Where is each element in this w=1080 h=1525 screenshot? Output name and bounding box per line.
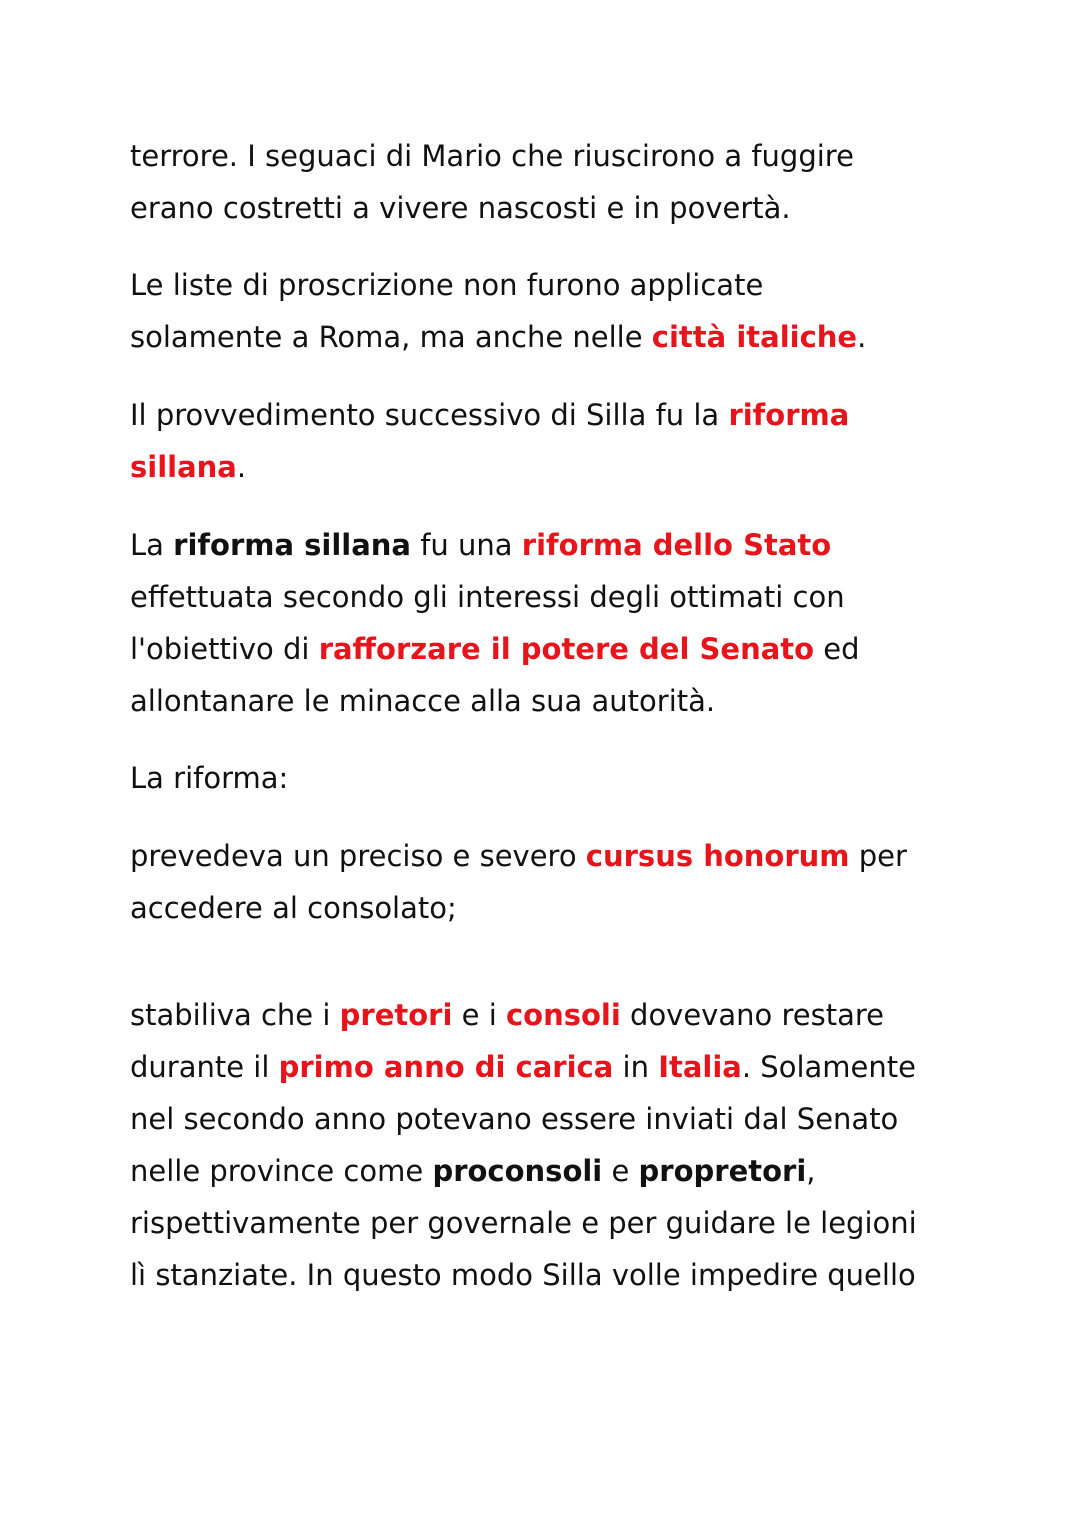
paragraph-5: [130, 752, 970, 804]
text-run: stabiliva che i: [130, 998, 340, 1032]
paragraph-7: [130, 989, 970, 1301]
bold-term: riforma sillana: [173, 528, 411, 562]
text-line: [130, 519, 970, 571]
text-run: fu una: [411, 528, 522, 562]
text-run: in: [613, 1050, 659, 1084]
text-line: [130, 1197, 970, 1249]
text-run: terrore. I seguaci di Mario che riuscirono a fuggire: [130, 139, 854, 173]
text-run: allontanare le minacce alla sua autorità.: [130, 684, 716, 718]
text-line: [130, 1041, 970, 1093]
text-run: rispettivamente per governale e per guidare le legioni: [130, 1206, 917, 1240]
highlighted-term: riforma: [728, 398, 850, 432]
text-line: [130, 259, 970, 311]
text-run: effettuata secondo gli interessi degli ottimati con: [130, 580, 845, 614]
highlighted-term: rafforzare il potere del Senato: [318, 632, 815, 666]
text-line: [130, 130, 970, 182]
text-run: ed: [814, 632, 860, 666]
text-line: [130, 389, 970, 441]
text-line: [130, 1145, 970, 1197]
text-run: solamente a Roma, ma anche nelle: [130, 320, 652, 354]
highlighted-term: pretori: [339, 998, 453, 1032]
highlighted-term: sillana: [130, 450, 237, 484]
highlighted-term: Italia: [658, 1050, 742, 1084]
text-run: prevedeva un preciso e severo: [130, 839, 586, 873]
text-run: per: [849, 839, 907, 873]
highlighted-term: città italiche: [651, 320, 858, 354]
text-run: .: [236, 450, 247, 484]
text-run: Il provvedimento successivo di Silla fu la: [130, 398, 729, 432]
text-run: Le liste di proscrizione non furono applicate: [130, 268, 764, 302]
highlighted-term: cursus honorum: [585, 839, 850, 873]
highlighted-term: primo anno di carica: [278, 1050, 614, 1084]
text-run: l'obiettivo di: [130, 632, 319, 666]
text-line: [130, 675, 970, 727]
paragraph-6: [130, 830, 970, 934]
text-run: accedere al consolato;: [130, 891, 457, 925]
text-run: La riforma:: [130, 761, 289, 795]
text-line: [130, 1249, 970, 1301]
paragraph-4: [130, 519, 970, 727]
bold-term: propretori: [638, 1154, 807, 1188]
bold-term: proconsoli: [432, 1154, 603, 1188]
text-line: [130, 311, 970, 363]
paragraph-3: [130, 389, 970, 493]
text-line: [130, 182, 970, 234]
text-run: lì stanziate. In questo modo Silla volle impedire quello: [130, 1258, 916, 1292]
text-run: . Solamente: [741, 1050, 916, 1084]
paragraph-2: [130, 259, 970, 363]
text-run: .: [857, 320, 867, 354]
text-run: erano costretti a vivere nascosti e in povertà.: [130, 191, 791, 225]
text-run: ,: [806, 1154, 816, 1188]
text-run: dovevano restare: [620, 998, 884, 1032]
highlighted-term: riforma dello Stato: [521, 528, 832, 562]
text-run: nel secondo anno potevano essere inviati dal Senato: [130, 1102, 899, 1136]
text-run: e: [602, 1154, 639, 1188]
text-line: [130, 571, 970, 623]
text-run: e i: [452, 998, 506, 1032]
text-line: [130, 830, 970, 882]
text-line: [130, 441, 970, 493]
highlighted-term: consoli: [505, 998, 621, 1032]
text-line: [130, 1093, 970, 1145]
text-run: durante il: [130, 1050, 279, 1084]
text-line: [130, 989, 970, 1041]
text-run: nelle province come: [130, 1154, 433, 1188]
paragraph-1: [130, 130, 970, 234]
text-line: [130, 623, 970, 675]
text-run: La: [130, 528, 174, 562]
text-line: [130, 752, 970, 804]
text-line: [130, 882, 970, 934]
